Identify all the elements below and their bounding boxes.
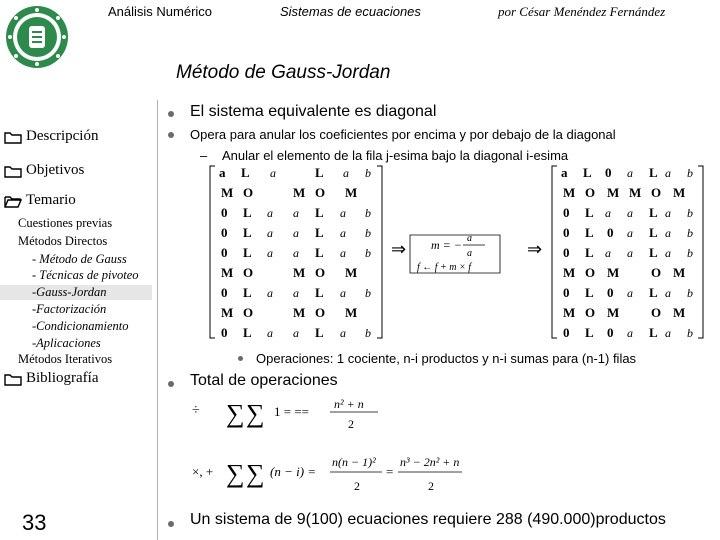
svg-text:L: L (649, 285, 658, 300)
svg-text:a: a (267, 286, 273, 300)
svg-text:a: a (293, 326, 299, 340)
sub-bullet-anular-fila: Anular el elemento de la fila j-esima bajo la diagonal i-esima (222, 148, 569, 163)
svg-text:L: L (315, 205, 324, 220)
svg-text:b: b (365, 286, 371, 300)
svg-text:a: a (267, 246, 273, 260)
svg-text:b: b (365, 206, 371, 220)
svg-text:b: b (365, 246, 371, 260)
sidebar-item-gauss[interactable]: - Método de Gauss (32, 252, 127, 266)
gauss-jordan-matrices-figure (205, 160, 705, 345)
svg-text:M: M (345, 185, 358, 200)
svg-text:a: a (627, 246, 633, 260)
svg-text:0: 0 (221, 205, 228, 220)
svg-text:O: O (585, 265, 596, 280)
svg-text:a: a (665, 246, 671, 260)
svg-text:M: M (345, 305, 358, 320)
svg-text:2: 2 (348, 417, 354, 431)
svg-text:a: a (561, 165, 568, 180)
svg-text:a: a (267, 326, 273, 340)
svg-text:0: 0 (221, 225, 228, 240)
svg-text:a: a (605, 206, 611, 220)
svg-text:L: L (649, 205, 658, 220)
svg-text:O: O (651, 305, 662, 320)
page-number: 33 (22, 510, 47, 535)
svg-text:M: M (293, 305, 306, 320)
sidebar-item-condicionamiento[interactable]: -Condicionamiento (32, 319, 129, 333)
bullet-anular: Opera para anular los coeficientes por encima y por debajo de la diagonal (190, 127, 616, 142)
svg-text:M: M (673, 265, 686, 280)
svg-text:a: a (665, 286, 671, 300)
svg-text:a: a (293, 286, 299, 300)
svg-text:a: a (270, 166, 276, 180)
svg-text:a: a (293, 206, 299, 220)
svg-text:O: O (315, 265, 326, 280)
svg-text:O: O (315, 185, 326, 200)
nav-temario-label: Temario (26, 192, 76, 208)
bullet-dot (168, 381, 174, 387)
nav-bibliografia-label: Bibliografía (26, 370, 99, 386)
svg-text:b: b (365, 166, 371, 180)
svg-text:a: a (627, 226, 633, 240)
svg-text:a: a (219, 165, 226, 180)
svg-text:M: M (221, 185, 234, 200)
svg-text:L: L (649, 325, 658, 340)
nav-descripcion[interactable] (4, 128, 98, 145)
svg-text:∑: ∑ (246, 459, 265, 488)
svg-text:L: L (241, 165, 250, 180)
svg-text:a: a (665, 166, 671, 180)
svg-text:⇒: ⇒ (391, 239, 407, 259)
svg-text:b: b (687, 206, 693, 220)
sidebar-item-gauss-jordan[interactable]: -Gauss-Jordan (0, 285, 152, 300)
folder-icon (4, 164, 22, 178)
sidebar-item-aplicaciones[interactable]: -Aplicaciones (32, 336, 101, 350)
svg-text:a: a (340, 286, 346, 300)
svg-text:L: L (585, 325, 594, 340)
svg-text:∑: ∑ (226, 399, 245, 428)
svg-text:M: M (673, 185, 686, 200)
svg-text:M: M (293, 265, 306, 280)
svg-text:a: a (627, 166, 633, 180)
nav-temario[interactable] (4, 192, 76, 209)
svg-text:0: 0 (607, 225, 614, 240)
svg-text:L: L (583, 165, 592, 180)
svg-text:a: a (627, 326, 633, 340)
svg-text:L: L (243, 325, 252, 340)
svg-text:b: b (365, 326, 371, 340)
sidebar-item-cuestiones[interactable]: Cuestiones previas (18, 216, 113, 230)
svg-text:0: 0 (563, 205, 570, 220)
bullet-dot (168, 132, 174, 138)
svg-text:a: a (665, 226, 671, 240)
svg-text:O: O (585, 185, 596, 200)
svg-text:L: L (243, 285, 252, 300)
svg-text:a: a (605, 246, 611, 260)
bullet-diagonal: El sistema equivalente es diagonal (190, 103, 437, 120)
svg-text:L: L (315, 325, 324, 340)
svg-text:a: a (665, 206, 671, 220)
sidebar-item-iterativos[interactable]: Métodos Iterativos (18, 352, 113, 366)
svg-text:O: O (243, 265, 254, 280)
svg-text:a: a (293, 226, 299, 240)
nav-objetivos-label: Objetivos (26, 162, 85, 178)
svg-text:a: a (340, 226, 346, 240)
svg-text:2: 2 (428, 479, 434, 493)
svg-text:b: b (365, 226, 371, 240)
sidebar-item-factorizacion[interactable]: -Factorización (32, 302, 107, 316)
svg-text:M: M (607, 305, 620, 320)
svg-text:0: 0 (563, 225, 570, 240)
svg-text:L: L (585, 225, 594, 240)
svg-text:÷: ÷ (192, 403, 200, 418)
svg-text:b: b (687, 166, 693, 180)
nav-bibliografia[interactable] (4, 370, 98, 387)
svg-text:a: a (627, 206, 633, 220)
svg-text:O: O (585, 305, 596, 320)
folder-open-icon (4, 194, 22, 208)
svg-text:a: a (293, 246, 299, 260)
svg-text:⇒: ⇒ (527, 239, 543, 259)
svg-text:0: 0 (221, 285, 228, 300)
svg-text:a: a (627, 286, 633, 300)
operations-note: Operaciones: 1 cociente, n-i productos y n-i sumas para (n-1) filas (256, 351, 637, 366)
svg-text:b: b (687, 286, 693, 300)
svg-text:a: a (340, 326, 346, 340)
svg-text:2: 2 (354, 479, 360, 493)
svg-text:L: L (649, 245, 658, 260)
svg-text:a: a (340, 246, 346, 260)
bullet-dot (168, 521, 174, 527)
svg-text:O: O (651, 265, 662, 280)
svg-text:(n − i) =: (n − i) = (270, 464, 317, 479)
svg-text:a: a (665, 326, 671, 340)
svg-text:a: a (467, 233, 472, 244)
svg-text:0: 0 (607, 285, 614, 300)
nav-descripcion-label: Descripción (26, 128, 99, 144)
svg-text:O: O (651, 185, 662, 200)
svg-text:a: a (267, 226, 273, 240)
svg-text:m = −: m = − (431, 238, 462, 252)
operations-formulas (190, 392, 490, 497)
sub-bullet-dash: – (200, 148, 208, 163)
svg-text:M: M (607, 265, 620, 280)
svg-text:a: a (340, 206, 346, 220)
svg-text:a: a (467, 248, 472, 259)
header-topic: Sistemas de ecuaciones (280, 4, 421, 19)
svg-text:n² + n: n² + n (334, 397, 364, 411)
sidebar-item-pivoteo[interactable]: - Técnicas de pivoteo (32, 268, 139, 282)
svg-text:f ← f + m × f: f ← f + m × f (417, 262, 472, 273)
bullet-dot (238, 356, 243, 361)
svg-text:O: O (243, 305, 254, 320)
svg-text:=: = (386, 464, 394, 479)
svg-text:0: 0 (563, 245, 570, 260)
svg-text:M: M (563, 305, 576, 320)
svg-text:∑: ∑ (226, 459, 245, 488)
svg-text:M: M (221, 265, 234, 280)
svg-text:a: a (267, 206, 273, 220)
svg-text:b: b (687, 326, 693, 340)
svg-text:∑: ∑ (246, 399, 265, 428)
svg-text:L: L (649, 225, 658, 240)
svg-text:L: L (585, 285, 594, 300)
svg-text:M: M (345, 265, 358, 280)
header-author: por César Menéndez Fernández (498, 4, 666, 19)
bullet-ejemplo: Un sistema de 9(100) ecuaciones requiere 288 (490.000)productos (190, 511, 666, 528)
sidebar-item-metodos-directos[interactable]: Métodos Directos (18, 234, 108, 248)
svg-text:b: b (687, 226, 693, 240)
svg-text:M: M (673, 305, 686, 320)
university-crest-logo (4, 4, 70, 70)
bullet-dot (168, 111, 174, 117)
svg-text:L: L (243, 245, 252, 260)
svg-text:0: 0 (563, 285, 570, 300)
svg-text:M: M (607, 185, 620, 200)
svg-text:L: L (585, 245, 594, 260)
svg-text:1 = ==: 1 = == (274, 404, 309, 419)
svg-text:M: M (563, 265, 576, 280)
bullet-total-operaciones: Total de operaciones (190, 372, 338, 389)
svg-text:L: L (315, 165, 324, 180)
svg-text:L: L (315, 285, 324, 300)
svg-text:L: L (243, 225, 252, 240)
svg-text:O: O (315, 305, 326, 320)
svg-text:O: O (243, 185, 254, 200)
svg-text:0: 0 (563, 325, 570, 340)
svg-text:n(n − 1)²: n(n − 1)² (332, 455, 376, 469)
svg-text:×, +: ×, + (192, 464, 214, 479)
svg-text:L: L (649, 165, 658, 180)
slide-title: Método de Gauss-Jordan (176, 62, 391, 83)
svg-text:M: M (629, 185, 642, 200)
header-course: Análisis Numérico (108, 4, 213, 19)
svg-text:L: L (585, 205, 594, 220)
svg-text:0: 0 (607, 325, 614, 340)
svg-text:L: L (315, 245, 324, 260)
svg-text:0: 0 (605, 165, 612, 180)
svg-text:a: a (343, 166, 349, 180)
nav-objetivos[interactable] (4, 162, 84, 179)
svg-text:M: M (563, 185, 576, 200)
folder-icon (4, 130, 22, 144)
svg-text:b: b (687, 246, 693, 260)
svg-text:M: M (293, 185, 306, 200)
svg-text:M: M (221, 305, 234, 320)
svg-text:L: L (243, 205, 252, 220)
svg-text:L: L (315, 225, 324, 240)
svg-text:n³ − 2n² + n: n³ − 2n² + n (400, 455, 460, 469)
folder-icon (4, 372, 22, 386)
svg-text:0: 0 (221, 325, 228, 340)
svg-text:0: 0 (221, 245, 228, 260)
